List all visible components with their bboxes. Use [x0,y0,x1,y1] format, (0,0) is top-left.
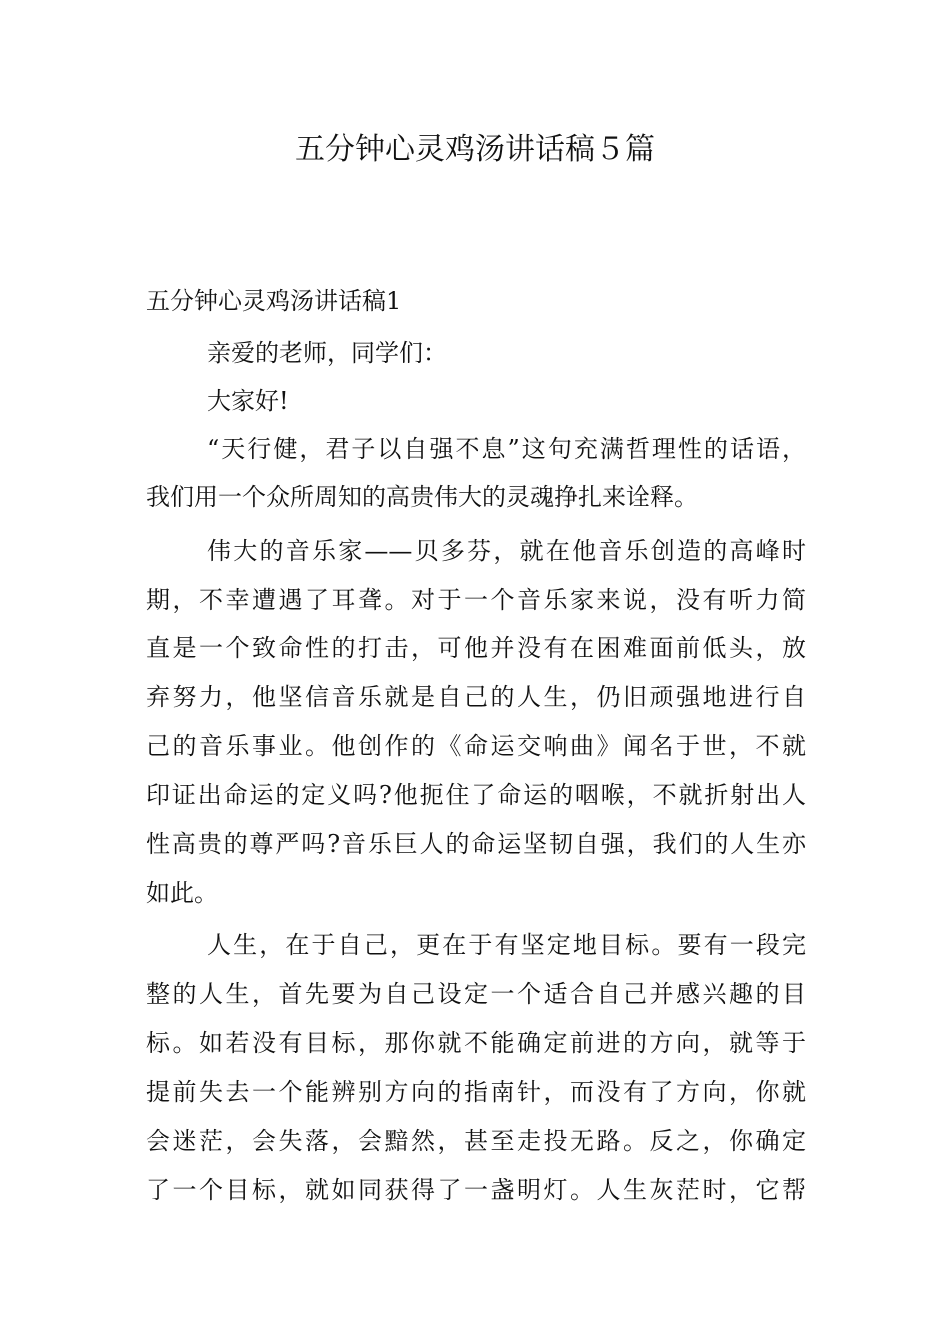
paragraph-line: 人生，在于自己，更在于有坚定地目标。要有一段完 [207,931,806,959]
paragraph-line: 伟大的音乐家——贝多芬，就在他音乐创造的高峰时 [207,537,806,565]
greeting-line: 大家好! [207,387,289,415]
salutation-line: 亲爱的老师，同学们： [207,339,447,367]
paragraph-line: 我们用一个众所周知的高贵伟大的灵魂挣扎来诠释。 [146,483,698,511]
paragraph-line: 弃努力，他坚信音乐就是自己的人生，仍旧顽强地进行自 [146,683,806,711]
paragraph-line: 己的音乐事业。他创作的《命运交响曲》闻名于世，不就 [146,732,806,760]
paragraph-line: 直是一个致命性的打击，可他并没有在困难面前低头，放 [146,634,806,662]
paragraph-line: 了一个目标，就如同获得了一盏明灯。人生灰茫时，它帮 [146,1176,806,1204]
section-heading: 五分钟心灵鸡汤讲话稿1 [146,287,402,315]
paragraph-line: 如此。 [146,879,218,907]
paragraph-line: 整的人生，首先要为自己设定一个适合自己并感兴趣的目 [146,980,806,1008]
paragraph-line: 期，不幸遭遇了耳聋。对于一个音乐家来说，没有听力简 [146,586,806,614]
paragraph-line: “天行健，君子以自强不息”这句充满哲理性的话语， [207,435,806,463]
paragraph-line: 会迷茫，会失落，会黯然，甚至走投无路。反之，你确定 [146,1127,806,1155]
paragraph-line: 标。如若没有目标，那你就不能确定前进的方向，就等于 [146,1029,806,1057]
paragraph-line: 提前失去一个能辨别方向的指南针，而没有了方向，你就 [146,1078,806,1106]
document-title: 五分钟心灵鸡汤讲话稿５篇 [295,132,655,167]
paragraph-line: 性高贵的尊严吗?音乐巨人的命运坚韧自强，我们的人生亦 [146,830,806,858]
paragraph-line: 印证出命运的定义吗?他扼住了命运的咽喉，不就折射出人 [146,781,806,809]
